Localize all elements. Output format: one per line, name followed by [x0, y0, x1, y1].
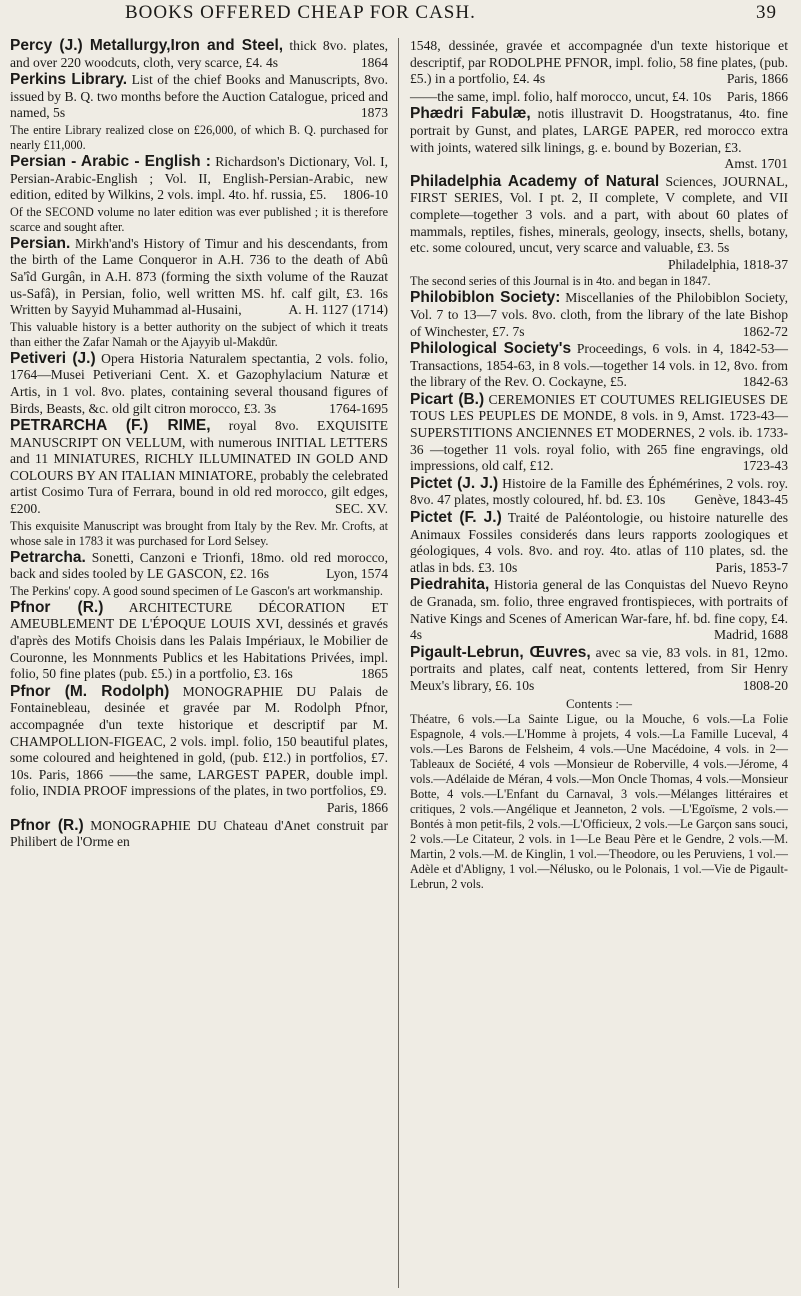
- entry-imprint: 1865: [360, 666, 388, 682]
- entry-description: ARCHITECTURE DÉCORATION ET AMEUBLEMENT DE L'ÉPOQUE LOUIS XVI, dessinés et gravés d'après des Motifs Choisis dans les Palais Impériaux, le Mobilier de Couronne, les Monnments Publics et les Habitations Privées, impl. folio, 50 fine plates (pub. £5.) in a portfolio, £3. 16s: [10, 599, 388, 682]
- entry-heading: Picart (B.): [410, 390, 485, 408]
- entry-imprint: Philadelphia, 1818-37: [667, 256, 788, 272]
- entry-imprint: Paris, 1866: [726, 71, 788, 87]
- right-entries: [410, 38, 788, 695]
- entry-description: notis illustravit D. Hoogstratanus, 4to. fine portrait by Gunst, and plates, LARGE PAPER, red morocco extra with joints, watered silk linings, g. e. bound by Bozerian, £3.: [410, 106, 788, 155]
- entry-heading: PETRARCHA (F.) RIME,: [10, 417, 211, 435]
- catalogue-entry: [10, 418, 388, 518]
- entry-description: avec sa vie, 83 vols. in 81, 12mo. portraits and plates, calf neat, contents lettered, from Sir Henry Meux's library, £6. 10s: [410, 644, 788, 693]
- entry-heading: Philobiblon Society:: [410, 289, 561, 307]
- entry-imprint: Lyon, 1574: [326, 566, 388, 582]
- entry-heading: Perkins Library.: [10, 71, 128, 89]
- catalogue-entry: [410, 645, 788, 695]
- entry-description: CEREMONIES ET COUTUMES RELIGIEUSES DE TOUS LES PEUPLES DE MONDE, 8 vols. in 9, Amst. 1723-43—SUPERSTITIONS ANCIENNES ET MODERNES, 2 vols. ib. 1733-36 —together 11 vols. royal folio, with 265 fine engravings, old impressions, old calf, £12.: [410, 391, 788, 474]
- entry-description: Mirkh'and's History of Timur and his descendants, from the birth of the Lame Conqueror in A.H. 736 to the death of Abû Sa'îd Gurgân, in A.H. 873 (forming the sixth volume of the Rauzat us-Safâ), in Persian, folio, well written MS. hf. calf gilt, £3. 16s Written by Sayyid Muhammad al-Husaini,: [10, 235, 388, 318]
- entry-imprint: SEC. XV.: [334, 501, 388, 517]
- entry-description: List of the chief Books and Manuscripts, 8vo. issued by B. Q. two months before the Auction Catalogue, priced and named, 5s: [10, 72, 388, 121]
- catalogue-entry: [10, 600, 388, 683]
- entry-description: Proceedings, 6 vols. in 4, 1842-53—Transactions, 1854-63, in 8 vols.—together 14 vols. in 12, 8vo. from the library of the Rev. O. Cockayne, £5.: [410, 341, 788, 390]
- entry-heading: Pfnor (M. Rodolph): [10, 682, 170, 700]
- entry-description: Richardson's Dictionary, Vol. I, Persian-Arabic-English ; Vol. II, English-Persian-Arabic, new edition, edited by Wilkins, 2 vols. impl. 4to. hf. russia, £5.: [10, 153, 388, 203]
- entry-heading: Persian - Arabic - English :: [10, 152, 211, 170]
- entry-heading: Petrarcha.: [10, 548, 86, 566]
- entry-description: Sonetti, Canzoni e Trionfi, 18mo. old red morocco, back and sides tooled by LE GASCON, £2. 16s: [10, 549, 388, 582]
- entry-imprint: 1864: [360, 54, 388, 70]
- catalogue-entry: [10, 818, 388, 851]
- catalogue-entry: [410, 341, 788, 391]
- entry-description: MONOGRAPHIE DU Chateau d'Anet construit par Philibert de l'Orme en: [10, 817, 388, 850]
- entry-imprint: 1842-63: [742, 374, 788, 390]
- entry-note: This valuable history is a better authority on the subject of which it treats than either the Zafar Namah or the Ajayyib ul-Makdûr.: [10, 319, 388, 349]
- entry-heading: Phædri Fabulæ,: [410, 105, 531, 123]
- column-divider: [398, 38, 399, 1288]
- entry-imprint: Paris, 1866: [326, 799, 388, 815]
- catalogue-entry: [410, 290, 788, 340]
- entry-description: Sciences, JOURNAL, FIRST SERIES, Vol. I pt. 2, II complete, V complete, and VII complete—together 3 vols. and a part, with about 60 plates of mammals, reptiles, fishes, minerals, geology, insects, shells, botany, etc. some coloured, uncut, very scarce and valuable, £3. 5s: [410, 173, 788, 256]
- entry-note: This exquisite Manuscript was brought from Italy by the Rev. Mr. Crofts, at whose sale in 1783 it was purchased for Lord Selsey.: [10, 518, 388, 548]
- catalogue-entry: [10, 351, 388, 417]
- entry-heading: Persian.: [10, 234, 71, 252]
- catalogue-entry: [410, 577, 788, 643]
- page-header: [0, 2, 801, 26]
- entry-imprint: 1873: [360, 105, 388, 121]
- entry-note: The Perkins' copy. A good sound specimen of Le Gascon's art workmanship.: [10, 583, 383, 598]
- entry-description: 1548, dessinée, gravée et accompagnée d'un texte historique et descriptif, par RODOLPHE PFNOR, impl. folio, 58 fine plates, (pub. £5.) in a portfolio, £4. 4s: [410, 38, 788, 87]
- entry-heading: Pfnor (R.): [10, 816, 84, 834]
- entry-imprint: Amst. 1701: [724, 156, 788, 172]
- entry-heading: Pictet (F. J.): [410, 509, 502, 527]
- entry-description: royal 8vo. EXQUISITE MANUSCRIPT ON VELLUM, with numerous INITIAL LETTERS and 11 MINIATURES, RICHLY ILLUMINATED IN GOLD AND COLOURS BY AN ITALIAN MINIATORE, probably the celebrated artist Cosimo Tura of Ferrara, bound in old red morocco, gilt edges, £200.: [10, 418, 388, 517]
- catalogue-entry: [10, 38, 388, 71]
- entry-description: Historia general de las Conquistas del Nuevo Reyno de Granada, sm. folio, three engraved frontispieces, with portraits of Native Kings and Scenes of American War-fare, hf. bd. fine copy, £4. 4s: [410, 577, 788, 643]
- entry-description: ——the same, impl. folio, half morocco, uncut, £4. 10s: [410, 88, 712, 104]
- entry-imprint: 1723-43: [742, 458, 788, 474]
- catalogue-entry: [10, 684, 388, 817]
- entry-description: MONOGRAPHIE DU Palais de Fontainebleau, desinée et gravée par M. Rodolph Pfnor, accompagnée d'un texte historique et descriptif par M. CHAMPOLLION-FIGEAC, 2 vols. impl. folio, 150 beautiful plates, some coloured and heightened in gold, (pub. £12.) in portfolios, £7. 10s. Paris, 1866 ——the same, LARGEST PAPER, double impl. folio, INDIA PROOF impressions of the plates, in two portfolios, £9.: [10, 683, 388, 799]
- entry-imprint: Madrid, 1688: [713, 627, 788, 643]
- running-title: BOOKS OFFERED CHEAP FOR CASH.: [125, 2, 476, 23]
- catalogue-entry: [410, 392, 788, 475]
- left-column: [10, 38, 388, 852]
- entry-heading: Philadelphia Academy of Natural: [410, 172, 660, 190]
- entry-imprint: 1808-20: [742, 677, 788, 693]
- catalogue-entry: [10, 236, 388, 319]
- entry-note: Of the SECOND volume no later edition was ever published ; it is therefore scarce and sought after.: [10, 204, 388, 234]
- entry-description: Traité de Paléontologie, ou histoire naturelle des Animaux Fossiles considerés dans leurs rapports zoologiques et géologiques, 4 vols. 8vo. and roy. 4to. atlas of 110 plates, sd. the atlas in bds. £3. 10s: [410, 510, 788, 575]
- catalogue-entry: [10, 550, 388, 583]
- entry-heading: Petiveri (J.): [10, 349, 96, 367]
- contents-title: Contents :—: [565, 695, 633, 711]
- entry-note: The entire Library realized close on £26,000, of which B. Q. purchased for nearly £11,000.: [10, 122, 388, 152]
- entry-heading: Piedrahita,: [410, 576, 490, 594]
- entry-description: Opera Historia Naturalem spectantia, 2 vols. folio, 1764—Musei Petiveriani Cent. X. et Gazophylacium Naturæ et Artis, in 1 vol. 8vo. plates, containing several thousand figures of Birds, Beasts, &c. old gilt citron morocco, £3. 3s: [10, 350, 389, 416]
- entry-heading: Percy (J.) Metallurgy,Iron and Steel,: [10, 37, 284, 54]
- entry-description: thick 8vo. plates, and over 220 woodcuts, cloth, very scarce, £4. 4s: [10, 38, 389, 70]
- catalogue-entry: [10, 72, 388, 122]
- entry-imprint: A. H. 1127 (1714): [288, 302, 388, 318]
- entry-heading: Pigault-Lebrun, Œuvres,: [410, 643, 591, 661]
- entry-imprint: Genève, 1843-45: [694, 492, 788, 508]
- catalogue-entry: [410, 106, 788, 172]
- entry-imprint: 1764-1695: [329, 400, 388, 416]
- entry-heading: Pictet (J. J.): [410, 474, 499, 492]
- entry-note: The second series of this Journal is in 4to. and began in 1847.: [410, 274, 711, 289]
- entry-description: Miscellanies of the Philobiblon Society, Vol. 7 to 13—7 vols. 8vo. cloth, from the library of the late Bishop of Winchester, £7. 7s: [410, 290, 788, 339]
- entry-imprint: Paris, 1853-7: [715, 559, 788, 575]
- catalogue-entry: [410, 174, 788, 274]
- catalogue-entry: [410, 510, 788, 576]
- catalogue-entry: [10, 154, 388, 204]
- contents-list: Théatre, 6 vols.—La Sainte Ligue, ou la Mouche, 6 vols.—La Folie Espagnole, 4 vols.—L'Homme à projets, 4 vols.—La Famille Luceval, 4 vols.—Les Barons de Felsheim, 4 vols.—Une Macédoine, 4 vols. in 2—Tableaux de Société, 4 vols —Monsieur de Roberville, 4 vols.—Jérome, 4 vols.—Adélaide de Méran, 4 vols.—Mon Oncle Thomas, 4 vols.—Monsieur Botte, 4 vols.—L'Enfant du Carnaval, 3 vols.—Mélanges littéraires et critiques, 2 vols.—Angélique et Jeanneton, 2 vols. —L'Egoïsme, 2 vols.—Bontés à mon petit-fils, 2 vols.—L'Officieux, 2 vols.—Le Garçon sans souci, 2 vols.—Le Citateur, 2 vols. in 1—Le Beau Père et le Gendre, 2 vols.—M. Martin, 2 vols.—M. de Kinglin, 1 vol.—Theodore, ou les Peruviens, 1 vol.—Adèle et d'Abligny, 1 vol.—Nélusko, ou le Polonais, 1 vol.—Vie de Pigault-Lebrun, 2 vols.: [410, 712, 788, 892]
- entry-description: Histoire de la Famille des Éphémérines, 2 vols. roy. 8vo. 47 plates, mostly coloured, hf. bd. £3. 10s: [410, 475, 788, 508]
- entry-imprint: 1806-10: [342, 187, 388, 203]
- entry-heading: Pfnor (R.): [10, 598, 104, 616]
- catalogue-entry: [410, 89, 788, 106]
- entry-heading: Philological Society's: [410, 340, 572, 358]
- right-column: [410, 38, 788, 892]
- entry-imprint: 1862-72: [742, 323, 788, 339]
- catalogue-entry: [410, 476, 788, 509]
- entry-imprint: Paris, 1866: [726, 88, 788, 104]
- page-number: 39: [756, 2, 777, 23]
- catalogue-entry: [410, 38, 788, 88]
